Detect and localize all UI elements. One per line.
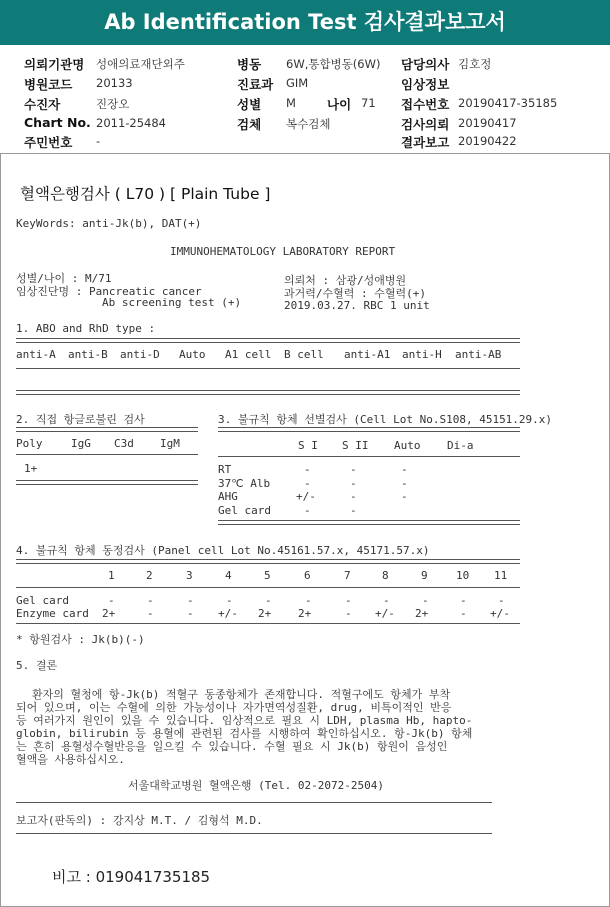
patient-label: 수진자 bbox=[24, 97, 61, 112]
institution-value: 성애의료재단외주 bbox=[96, 57, 185, 71]
panel-cell: 2+ bbox=[415, 607, 429, 620]
dat-col: IgM bbox=[160, 437, 180, 450]
hospcode-value: 20133 bbox=[96, 76, 133, 90]
ward-value: 6W,통합병동(6W) bbox=[286, 57, 381, 71]
panel-cell: +/- bbox=[490, 607, 510, 620]
dept-value: GIM bbox=[286, 76, 309, 90]
conclusion-line: 는 흔히 용혈성수혈반응을 일으킬 수 있습니다. 수혈 필요 시 Jk(b) 항원이 음성인 bbox=[16, 740, 448, 753]
conclusion-line: globin, bilirubin 등 용혈에 관련된 검사를 시행하여 확인하십시오. 항-Jk(b) 항체 bbox=[16, 727, 473, 740]
divider bbox=[218, 456, 520, 457]
panel-cell: - bbox=[265, 594, 272, 607]
resident-label: 주민번호 bbox=[24, 135, 73, 150]
panel-cell: - bbox=[147, 594, 154, 607]
panel-cell: - bbox=[345, 594, 352, 607]
panel-cell: - bbox=[147, 607, 154, 620]
panel-cell: - bbox=[187, 594, 194, 607]
screen-cell: +/- bbox=[296, 490, 316, 503]
panel-heading: 4. 불규칙 항체 동정검사 (Panel cell Lot No.45161.57.x, 45171.57.x) bbox=[16, 544, 430, 557]
divider bbox=[16, 480, 198, 485]
screen-col: S I bbox=[298, 439, 318, 452]
screen-row-label: AHG bbox=[218, 490, 238, 503]
conclusion-line: 혈액을 사용하십시오. bbox=[16, 753, 125, 766]
divider bbox=[16, 587, 520, 588]
panel-cell: - bbox=[383, 594, 390, 607]
panel-cell: - bbox=[108, 594, 115, 607]
divider bbox=[218, 427, 520, 432]
panel-col: 4 bbox=[225, 569, 232, 582]
report-title: Ab Identification Test 검사결과보고서 bbox=[0, 0, 610, 45]
panel-cell: - bbox=[460, 607, 467, 620]
panel-col: 8 bbox=[382, 569, 389, 582]
panel-col: 7 bbox=[344, 569, 351, 582]
clinical-info-label: 임상정보 bbox=[401, 77, 450, 92]
abo-col: anti-A bbox=[16, 348, 56, 361]
specimen-value: 복수검체 bbox=[286, 117, 331, 131]
abo-col: A1 cell bbox=[225, 348, 272, 361]
abo-col: anti-A1 bbox=[344, 348, 391, 361]
abo-col: anti-B bbox=[68, 348, 108, 361]
panel-cell: - bbox=[460, 594, 467, 607]
abo-col: anti-H bbox=[402, 348, 442, 361]
panel-row-label: Gel card bbox=[16, 594, 69, 607]
panel-col: 2 bbox=[146, 569, 153, 582]
panel-cell: +/- bbox=[375, 607, 395, 620]
screen-cell: - bbox=[401, 463, 408, 476]
panel-col: 5 bbox=[264, 569, 271, 582]
sex-label: 성별 bbox=[237, 97, 262, 112]
screen-cell: - bbox=[350, 504, 357, 517]
panel-cell: 2+ bbox=[102, 607, 116, 620]
dat-col: IgG bbox=[71, 437, 91, 450]
abo-col: anti-AB bbox=[455, 348, 502, 361]
panel-col: 9 bbox=[421, 569, 428, 582]
panel-cell: - bbox=[422, 594, 429, 607]
history-2: 2019.03.27. RBC 1 unit bbox=[284, 299, 430, 312]
request-value: 20190417 bbox=[458, 116, 517, 130]
screen-cell: - bbox=[304, 477, 311, 490]
history: 과거력/수혈력 : 수혈력(+) bbox=[284, 287, 426, 300]
conclusion-line: 되어 있으며, 이는 수혈에 의한 가능성이나 자가면역성질환, drug, 비특이적인 반응 bbox=[16, 701, 452, 714]
divider bbox=[16, 427, 198, 432]
panel-cell: - bbox=[226, 594, 233, 607]
age-label: 나이 bbox=[327, 97, 352, 112]
screen-cell: - bbox=[350, 463, 357, 476]
divider bbox=[16, 454, 198, 455]
abo-col: anti-D bbox=[120, 348, 160, 361]
panel-col: 1 bbox=[108, 569, 115, 582]
panel-cell: - bbox=[498, 594, 505, 607]
divider bbox=[16, 833, 492, 834]
screen-row-label: Gel card bbox=[218, 504, 271, 517]
panel-cell: - bbox=[305, 594, 312, 607]
chart-value: 2011-25484 bbox=[96, 116, 166, 130]
panel-cell: +/- bbox=[218, 607, 238, 620]
requester: 의뢰처 : 삼광/성애병원 bbox=[284, 274, 407, 287]
age-value: 71 bbox=[361, 96, 376, 110]
sex-value: M bbox=[286, 96, 296, 110]
receipt-label: 접수번호 bbox=[401, 97, 450, 112]
lab-report bbox=[16, 214, 596, 904]
screen-cell: - bbox=[304, 504, 311, 517]
screen-cell: - bbox=[304, 463, 311, 476]
specimen-label: 검체 bbox=[237, 117, 262, 132]
sex-age: 성별/나이 : M/71 bbox=[16, 272, 112, 285]
screen-cell: - bbox=[401, 490, 408, 503]
lab-report-title: IMMUNOHEMATOLOGY LABORATORY REPORT bbox=[170, 245, 396, 258]
receipt-value: 20190417-35185 bbox=[458, 96, 558, 110]
patient-value: 진장오 bbox=[96, 97, 130, 111]
panel-col: 3 bbox=[186, 569, 193, 582]
divider bbox=[16, 390, 520, 395]
institution-label: 의뢰기관명 bbox=[24, 57, 85, 72]
divider bbox=[16, 368, 520, 369]
reporter: 보고자(판독의) : 강지상 M.T. / 김형석 M.D. bbox=[16, 814, 263, 827]
dat-value: 1+ bbox=[24, 462, 38, 475]
remark: 비고 : 019041735185 bbox=[52, 868, 211, 886]
resident-value: - bbox=[96, 134, 101, 148]
dat-col: Poly bbox=[16, 437, 43, 450]
divider bbox=[16, 338, 520, 343]
chart-label: Chart No. bbox=[24, 115, 91, 130]
dept-label: 진료과 bbox=[237, 77, 274, 92]
panel-cell: 2+ bbox=[258, 607, 272, 620]
request-label: 검사의뢰 bbox=[401, 117, 450, 132]
screen-row-label: RT bbox=[218, 463, 232, 476]
conclusion-line: 환자의 혈청에 항-Jk(b) 적혈구 동종항체가 존재합니다. 적혈구에도 항체가 부착 bbox=[32, 688, 451, 701]
divider bbox=[16, 802, 492, 803]
dat-col: C3d bbox=[114, 437, 134, 450]
panel-cell: 2+ bbox=[298, 607, 312, 620]
patient-header bbox=[0, 45, 610, 154]
conclusion-heading: 5. 결론 bbox=[16, 659, 58, 672]
divider bbox=[218, 520, 520, 525]
antigen-test: * 항원검사 : Jk(b)(-) bbox=[16, 633, 145, 646]
conclusion-line: 등 여러가지 원인이 있을 수 있습니다. 임상적으로 필요 시 LDH, plasma Hb, hapto- bbox=[16, 714, 473, 727]
screen-cell: - bbox=[350, 477, 357, 490]
keywords: KeyWords: anti-Jk(b), DAT(+) bbox=[16, 217, 202, 230]
diagnosis: 임상진단명 : Pancreatic cancer bbox=[16, 285, 202, 298]
screen-heading: 3. 불규칙 항체 선별검사 (Cell Lot No.S108, 45151.29.x) bbox=[218, 413, 553, 426]
blood-bank-contact: 서울대학교병원 혈액은행 (Tel. 02-2072-2504) bbox=[128, 779, 384, 792]
screen-cell: - bbox=[401, 477, 408, 490]
panel-col: 6 bbox=[304, 569, 311, 582]
diagnosis-2: Ab screening test (+) bbox=[102, 296, 242, 309]
abo-col: Auto bbox=[179, 348, 206, 361]
screen-col: S II bbox=[342, 439, 369, 452]
hospcode-label: 병원코드 bbox=[24, 77, 73, 92]
panel-cell: - bbox=[187, 607, 194, 620]
divider bbox=[16, 559, 520, 564]
doctor-label: 담당의사 bbox=[401, 57, 450, 72]
panel-row-label: Enzyme card bbox=[16, 607, 89, 620]
screen-cell: - bbox=[350, 490, 357, 503]
screen-col: Auto bbox=[394, 439, 421, 452]
panel-col: 11 bbox=[494, 569, 508, 582]
panel-col: 10 bbox=[456, 569, 470, 582]
panel-cell: - bbox=[345, 607, 352, 620]
screen-col: Di-a bbox=[447, 439, 474, 452]
abo-heading: 1. ABO and RhD type : bbox=[16, 322, 156, 335]
ward-label: 병동 bbox=[237, 57, 262, 72]
report-date-value: 20190422 bbox=[458, 134, 517, 148]
abo-col: B cell bbox=[284, 348, 324, 361]
report-date-label: 결과보고 bbox=[401, 135, 450, 150]
section-title: 혈액은행검사 ( L70 ) [ Plain Tube ] bbox=[20, 185, 271, 203]
dat-heading: 2. 직접 항글로불린 검사 bbox=[16, 413, 145, 426]
divider bbox=[16, 623, 520, 624]
doctor-value: 김호정 bbox=[458, 57, 492, 71]
screen-row-label: 37℃ Alb bbox=[218, 477, 271, 490]
